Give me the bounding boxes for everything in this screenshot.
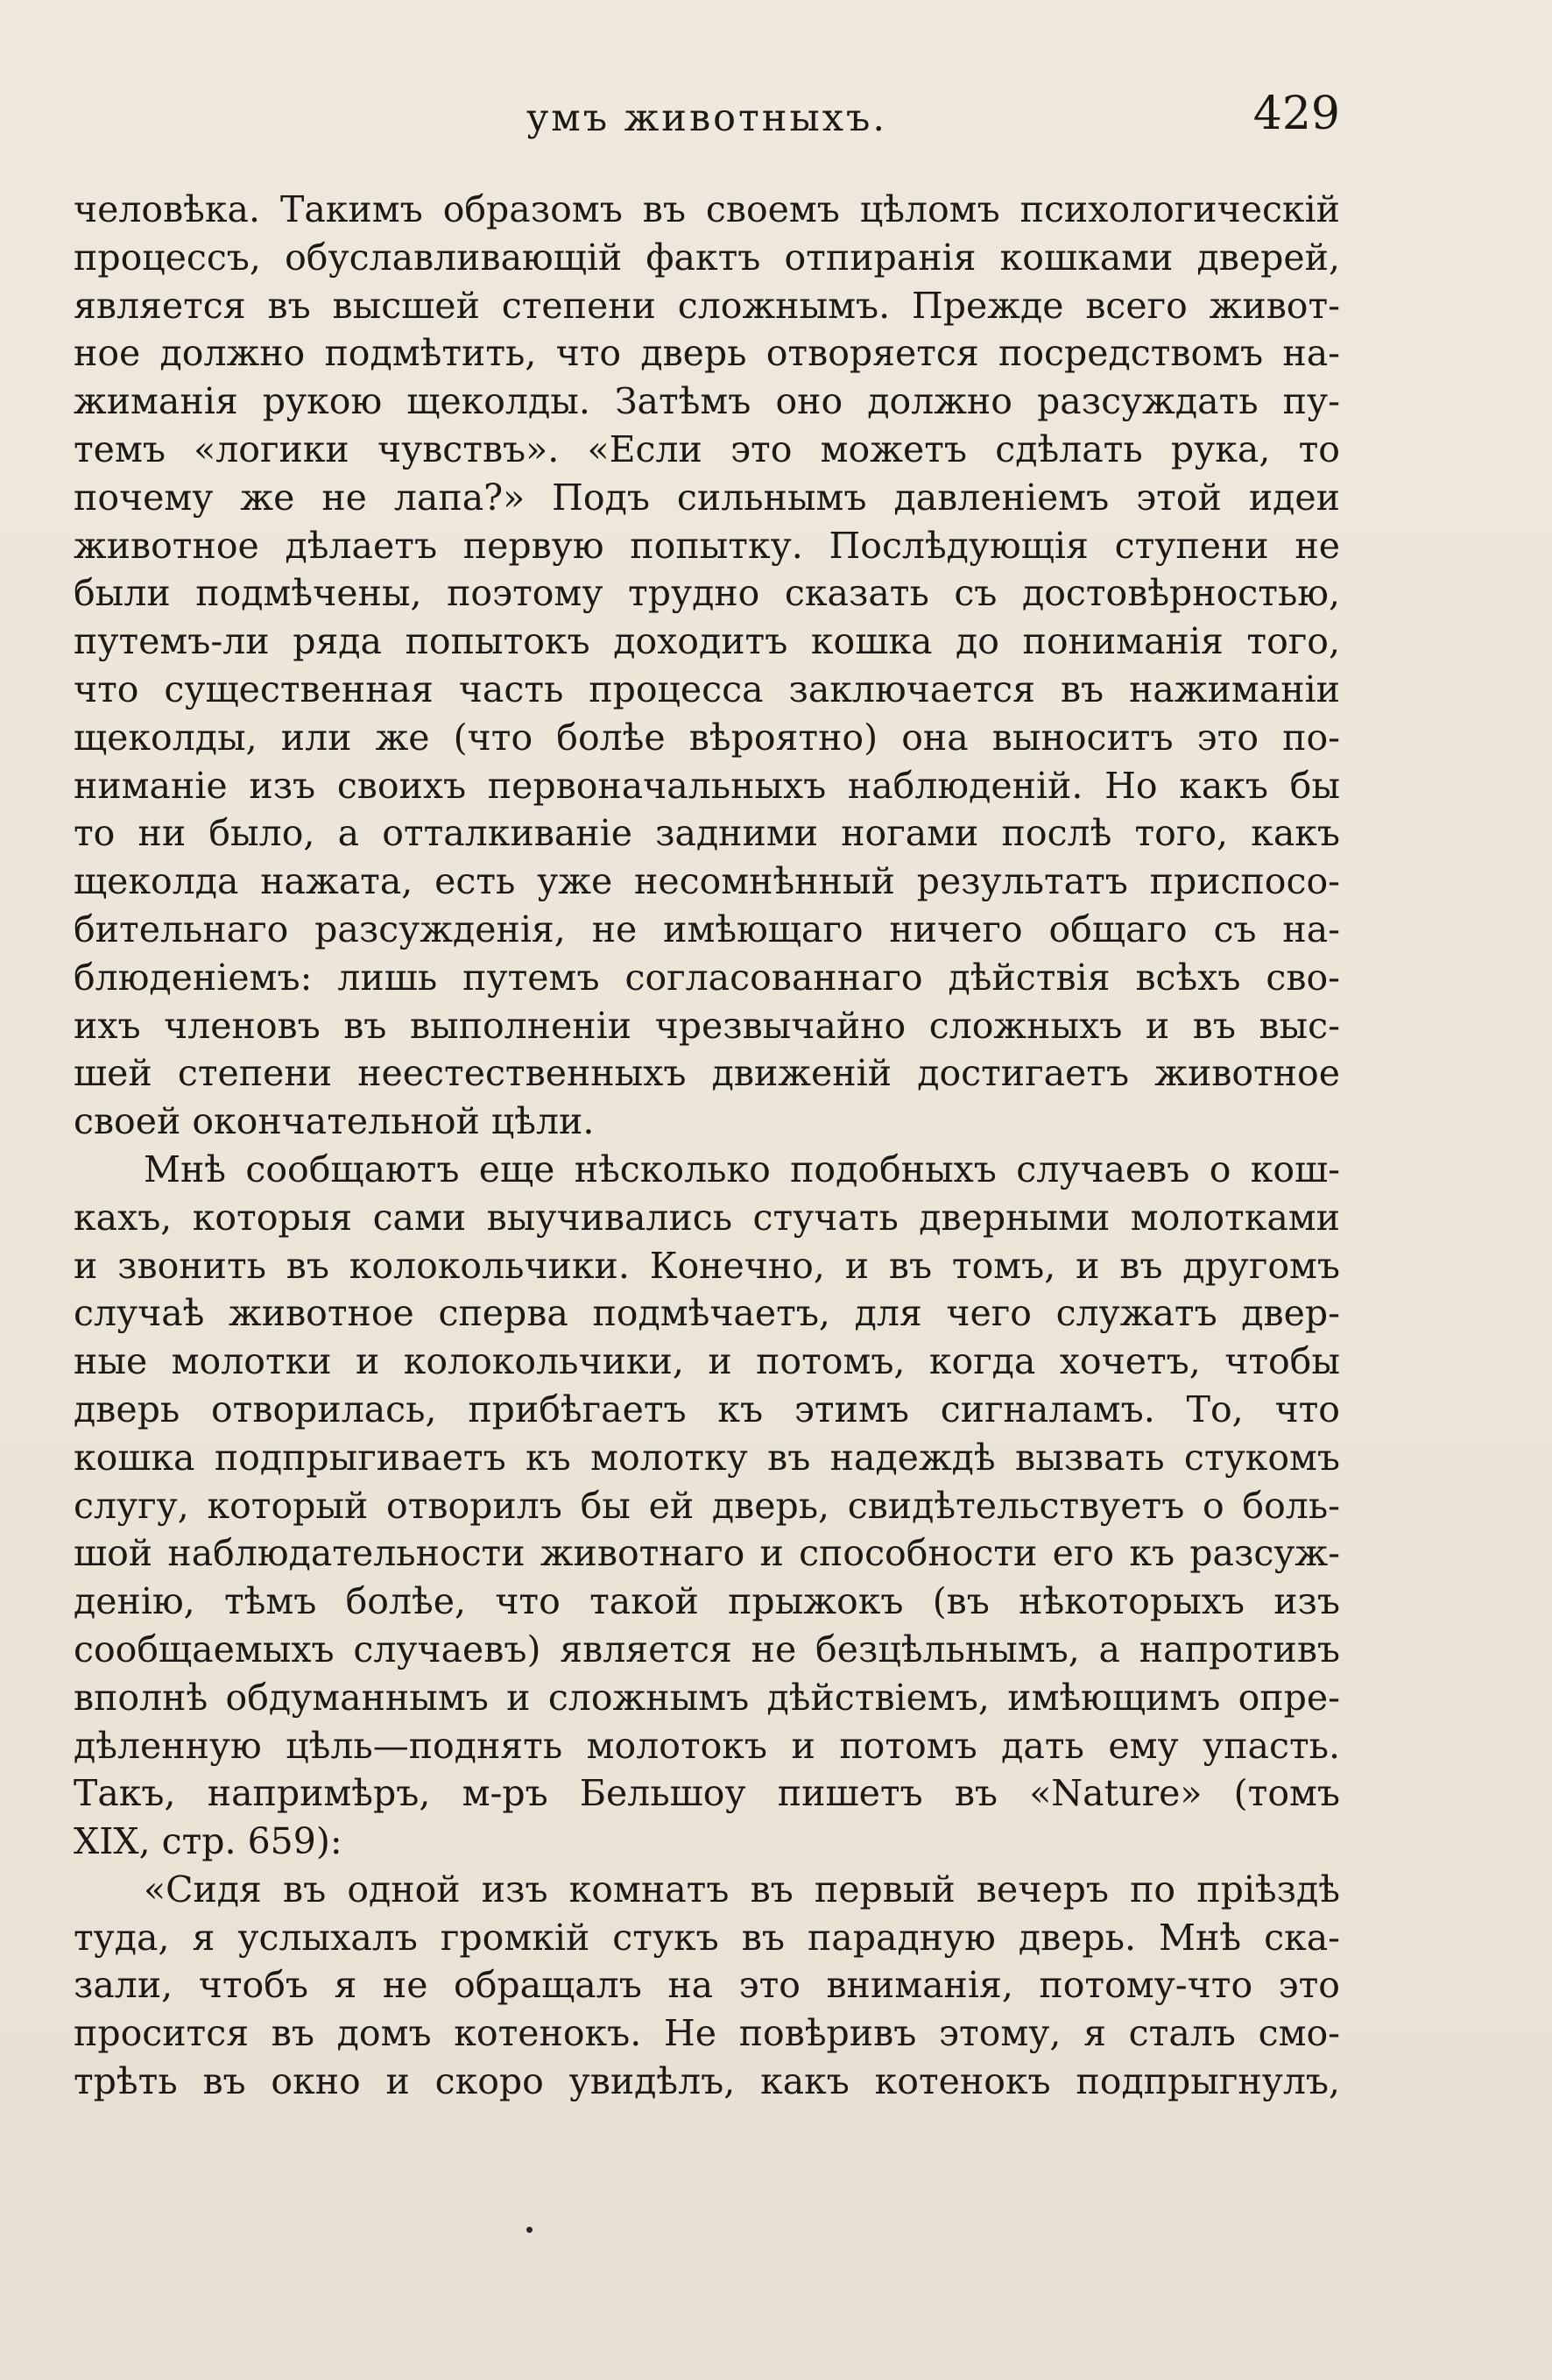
paragraph-3 [74,1866,1340,2106]
text-line: шей степени неестественныхъ движеній достигаетъ животное [74,1052,1340,1095]
text-line: животное дѣлаетъ первую попытку. Послѣдующія ступени не [74,524,1340,567]
paragraph-2 [74,1146,1340,1866]
text-line: кошка подпрыгиваетъ къ молотку въ надеждѣ вызвать стукомъ [74,1436,1340,1479]
text-line: процессъ, обуславливающій фактъ отпиранія кошками дверей, [74,236,1340,279]
text-line: сообщаемыхъ случаевъ) является не безцѣльнымъ, а напротивъ [74,1628,1340,1670]
text-line: щеколда нажата, есть уже несомнѣнный результатъ приспосо- [74,860,1340,903]
text-line: жиманія рукою щеколды. Затѣмъ оно должно разсуждать пу- [74,380,1340,423]
ink-speck [526,2227,533,2233]
text-line: путемъ-ли ряда попытокъ доходитъ кошка до пониманія того, [74,620,1340,663]
text-line: дѣленную цѣль—поднять молотокъ и потомъ дать ему упасть. [74,1724,1340,1767]
text-line: кахъ, которыя сами выучивались стучать дверными молотками [74,1196,1340,1239]
text-line: ниманіе изъ своихъ первоначальныхъ наблюденій. Но какъ бы [74,764,1340,807]
text-line: ихъ членовъ въ выполненіи чрезвычайно сложныхъ и въ выс- [74,1004,1340,1047]
text-line: блюденіемъ: лишь путемъ согласованнаго дѣйствія всѣхъ сво- [74,956,1340,999]
page-header [74,88,1340,158]
text-line: трѣть въ окно и скоро увидѣлъ, какъ котенокъ подпрыгнулъ, [74,2060,1340,2103]
text-line: просится въ домъ котенокъ. Не повѣривъ этому, я сталъ смо- [74,2012,1340,2055]
running-title: умъ животныхъ. [526,96,888,140]
text-line: туда, я услыхалъ громкій стукъ въ парадную дверь. Мнѣ ска- [74,1916,1340,1959]
text-line: человѣка. Такимъ образомъ въ своемъ цѣломъ психологическій [74,188,1340,230]
text-line: ные молотки и колокольчики, и потомъ, когда хочетъ, чтобы [74,1340,1340,1383]
text-line: «Сидя въ одной изъ комнатъ въ первый вечеръ по пріѣздѣ [144,1868,1340,1910]
text-line: щеколды, или же (что болѣе вѣроятно) она выноситъ это по- [74,716,1340,759]
paragraph-1 [74,186,1340,1146]
text-line: ное должно подмѣтить, что дверь отворяется посредствомъ на- [74,332,1340,375]
text-line: дверь отворилась, прибѣгаетъ къ этимъ сигналамъ. То, что [74,1388,1340,1430]
text-line: Такъ, напримѣръ, м-ръ Бельшоу пишетъ въ «Nature» (томъ [74,1772,1340,1815]
page-number: 429 [1252,88,1340,140]
text-line: темъ «логики чувствъ». «Если это можетъ сдѣлать рука, то [74,427,1340,470]
text-line: является въ высшей степени сложнымъ. Прежде всего живот- [74,284,1340,327]
text-line: почему же не лапа?» Подъ сильнымъ давленіемъ этой идеи [74,476,1340,519]
text-line: зали, чтобъ я не обращалъ на это вниманія, потому-что это [74,1964,1340,2007]
text-line: что существенная часть процесса заключается въ нажиманіи [74,667,1340,710]
text-line: денію, тѣмъ болѣе, что такой прыжокъ (въ нѣкоторыхъ изъ [74,1580,1340,1623]
text-line: своей окончательной цѣли. [74,1100,595,1143]
text-line: случаѣ животное сперва подмѣчаетъ, для чего служатъ двер- [74,1292,1340,1335]
text-line: и звонить въ колокольчики. Конечно, и въ томъ, и въ другомъ [74,1244,1340,1287]
text-line: то ни было, а отталкиваніе задними ногами послѣ того, какъ [74,812,1340,855]
text-line: шой наблюдательности животнаго и способности его къ разсуж- [74,1532,1340,1575]
text-line: слугу, который отворилъ бы ей дверь, свидѣтельствуетъ о боль- [74,1484,1340,1527]
body-text [74,186,1340,2106]
text-line: были подмѣчены, поэтому трудно сказать съ достовѣрностью, [74,572,1340,615]
text-line: вполнѣ обдуманнымъ и сложнымъ дѣйствіемъ, имѣющимъ опре- [74,1676,1340,1719]
text-line: Мнѣ сообщаютъ еще нѣсколько подобныхъ случаевъ о кош- [144,1148,1340,1190]
text-line: бительнаго разсужденія, не имѣющаго ничего общаго съ на- [74,908,1340,950]
text-line: XIX, стр. 659): [74,1820,342,1863]
